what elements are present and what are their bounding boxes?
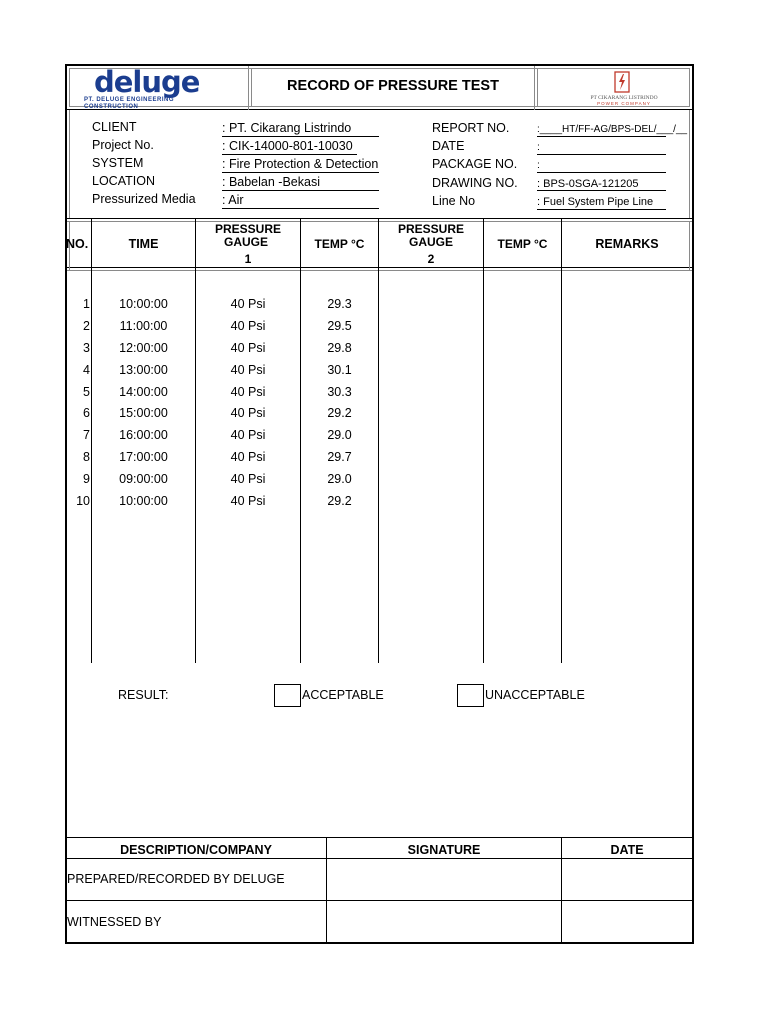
row-time: 10:00:00 — [119, 494, 168, 508]
frame-bottom — [65, 942, 694, 944]
acceptable-label: ACCEPTABLE — [302, 688, 384, 702]
report-no-underline — [537, 136, 666, 137]
signoff-description: PREPARED/RECORDED BY DELUGE — [67, 872, 285, 886]
lightning-icon — [614, 71, 630, 93]
client-logo-sub: POWER COMPANY — [597, 101, 651, 106]
col-header-temp1: TEMP °C — [314, 237, 365, 251]
project-no-value: : CIK-14000-801-10030 — [222, 139, 353, 153]
date-underline — [537, 154, 666, 155]
pressurized-media-value: : Air — [222, 193, 244, 207]
client-value: : PT. Cikarang Listrindo — [222, 121, 352, 135]
company-logo-name: PT. DELUGE ENGINEERING CONSTRUCTION — [84, 97, 175, 110]
row-pressure1: 40 Psi — [230, 297, 266, 311]
project-no-label: Project No. — [92, 138, 154, 152]
row-no: 6 — [83, 406, 90, 420]
row-temp1: 29.0 — [327, 472, 352, 486]
header-divider-1a — [248, 66, 249, 110]
result-label: RESULT: — [118, 688, 169, 702]
row-pressure1: 40 Psi — [230, 428, 266, 442]
header-divider-2a — [534, 66, 535, 110]
row-no: 2 — [83, 319, 90, 333]
col-divider-temp1 — [378, 219, 379, 663]
row-pressure1: 40 Psi — [230, 385, 266, 399]
info-inner-left — [69, 110, 70, 218]
row-no: 7 — [83, 428, 90, 442]
row-time: 15:00:00 — [119, 406, 168, 420]
row-temp1: 30.1 — [327, 363, 352, 377]
pressurized-media-underline — [222, 208, 379, 209]
header-inner-right — [689, 68, 690, 107]
row-time: 10:00:00 — [119, 297, 168, 311]
row-pressure1: 40 Psi — [230, 450, 266, 464]
system-underline — [222, 172, 379, 173]
company-logo — [74, 65, 246, 110]
client-label: CLIENT — [92, 120, 137, 134]
date-field[interactable] — [562, 859, 692, 900]
col-header-pg1-line1: PRESSURE — [214, 222, 282, 236]
row-temp1: 30.3 — [327, 385, 352, 399]
system-label: SYSTEM — [92, 156, 144, 170]
row-no: 8 — [83, 450, 90, 464]
row-temp1: 29.5 — [327, 319, 352, 333]
row-pressure1: 40 Psi — [230, 363, 266, 377]
client-logo — [539, 68, 689, 108]
row-temp1: 29.0 — [327, 428, 352, 442]
table-top — [65, 218, 694, 219]
col-header-pg2-line3: 2 — [427, 252, 435, 266]
row-time: 14:00:00 — [119, 385, 168, 399]
header-inner-left — [69, 68, 70, 107]
col-header-remarks: REMARKS — [595, 237, 659, 251]
line-no-label: Line No — [432, 194, 476, 208]
line-no-underline — [537, 209, 666, 210]
table-header-bottom — [65, 267, 694, 268]
drawing-no-label: DRAWING NO. — [432, 176, 518, 190]
date-label: DATE — [432, 139, 465, 153]
col-divider-pg2 — [483, 219, 484, 663]
col-header-time: TIME — [128, 237, 159, 251]
row-pressure1: 40 Psi — [230, 341, 266, 355]
row-no: 5 — [83, 385, 90, 399]
row-time: 12:00:00 — [119, 341, 168, 355]
signature-field[interactable] — [327, 901, 561, 942]
col-header-pg1-line3: 1 — [244, 252, 252, 266]
row-no: 4 — [83, 363, 90, 377]
row-time: 11:00:00 — [119, 319, 168, 333]
report-no-label: REPORT NO. — [432, 121, 510, 135]
row-no: 1 — [83, 297, 90, 311]
location-label: LOCATION — [92, 174, 155, 188]
row-temp1: 29.2 — [327, 494, 352, 508]
acceptable-checkbox[interactable] — [274, 684, 301, 707]
row-time: 16:00:00 — [119, 428, 168, 442]
row-no: 3 — [83, 341, 90, 355]
row-temp1: 29.2 — [327, 406, 352, 420]
location-underline — [222, 190, 379, 191]
system-value: : Fire Protection & Detection — [222, 157, 379, 171]
col-header-temp2: TEMP °C — [497, 237, 548, 251]
signoff-header-signature: SIGNATURE — [407, 843, 481, 857]
row-temp1: 29.3 — [327, 297, 352, 311]
line-no-value: : Fuel System Pipe Line — [537, 196, 654, 208]
client-logo-name: PT CIKARANG LISTRINDO — [590, 95, 658, 101]
signoff-header-description: DESCRIPTION/COMPANY — [120, 843, 272, 857]
row-time: 17:00:00 — [119, 450, 168, 464]
col-header-no: NO. — [66, 237, 89, 251]
signoff-top — [65, 837, 694, 838]
package-no-underline — [537, 172, 666, 173]
location-value: : Babelan -Bekasi — [222, 175, 320, 189]
row-no: 9 — [83, 472, 90, 486]
signature-field[interactable] — [327, 859, 561, 900]
date-value: : — [537, 141, 540, 153]
signoff-description: WITNESSED BY — [67, 915, 162, 929]
page-title: RECORD OF PRESSURE TEST — [287, 78, 499, 94]
header-divider-2b — [537, 68, 538, 107]
company-logo-wordmark: deluge — [94, 65, 200, 99]
col-header-pg2-line2: GAUGE — [408, 235, 453, 249]
row-time: 09:00:00 — [119, 472, 168, 486]
unacceptable-label: UNACCEPTABLE — [485, 688, 585, 702]
drawing-no-value: : BPS-0SGA-121205 — [537, 178, 639, 190]
info-inner-right — [689, 110, 690, 218]
col-divider-temp2 — [561, 219, 562, 663]
row-temp1: 29.7 — [327, 450, 352, 464]
unacceptable-checkbox[interactable] — [457, 684, 484, 707]
date-field[interactable] — [562, 901, 692, 942]
signoff-header-date: DATE — [610, 843, 644, 857]
frame-right — [692, 64, 694, 944]
package-no-label: PACKAGE NO. — [432, 157, 518, 171]
row-pressure1: 40 Psi — [230, 406, 266, 420]
row-time: 13:00:00 — [119, 363, 168, 377]
col-header-pg2-line1: PRESSURE — [397, 222, 465, 236]
client-underline — [222, 136, 379, 137]
row-pressure1: 40 Psi — [230, 319, 266, 333]
table-header-bottom-inner — [67, 270, 692, 271]
project-no-underline — [222, 154, 357, 155]
package-no-value: : — [537, 159, 540, 171]
col-header-pg1-line2: GAUGE — [223, 235, 268, 249]
row-temp1: 29.8 — [327, 341, 352, 355]
row-pressure1: 40 Psi — [230, 472, 266, 486]
pressurized-media-label: Pressurized Media — [92, 192, 196, 206]
row-pressure1: 40 Psi — [230, 494, 266, 508]
row-no: 10 — [76, 494, 90, 508]
report-no-value: :____HT/FF-AG/BPS-DEL/___/__ — [537, 124, 688, 135]
drawing-no-underline — [537, 190, 666, 191]
